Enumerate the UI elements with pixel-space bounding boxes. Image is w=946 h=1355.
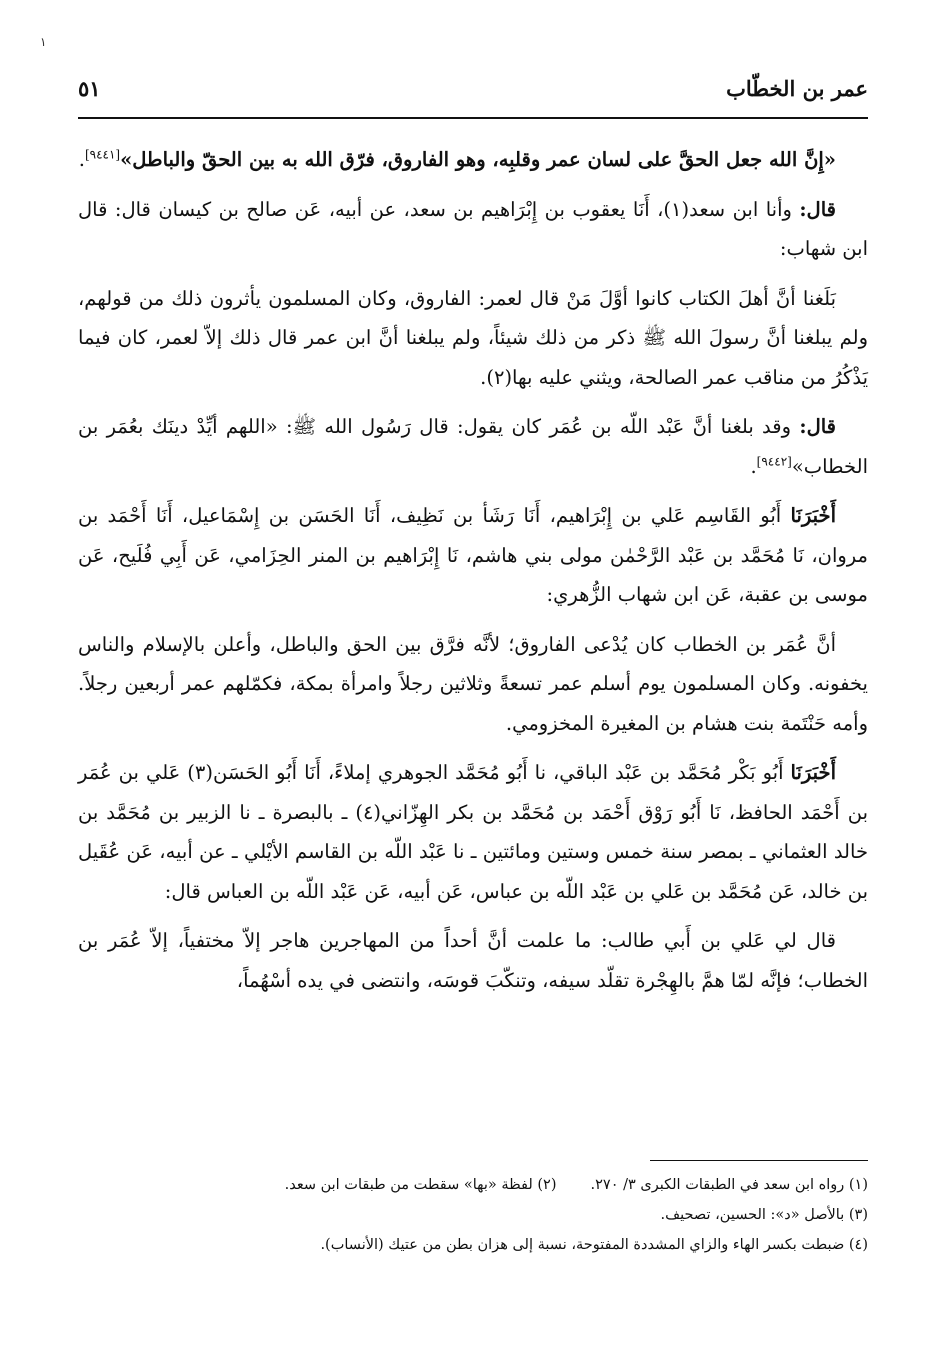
paragraph-text: أَبُو القَاسِم عَلي بن إِبْرَاهيم، أَنَا رَشَأ بن نَظِيف، أَنَا الحَسَن بن إِسْمَاعيل، أَنَا أَحْمَد بن مروان، نَا مُحَمَّد بن عَبْد الرَّحْمٰن مولى بني هاشم، نَا إِبْرَاهيم بن المنر الحِزَامي، عَن أَبِي فُلَيح، عَن موسى بن عقبة، عَن ابن شهاب الزُّهري: xyxy=(78,504,868,606)
footnote-2: (٢) لفظة «بها» سقطت من طبقات ابن سعد. xyxy=(284,1177,557,1193)
footnote-row xyxy=(78,1200,868,1230)
page-header xyxy=(78,76,868,106)
paragraph-text: وأنا ابن سعد(١)، أَنَا يعقوب بن إِبْرَاهيم بن سعد، عن أبيه، عَن صالح بن كيسان قال: قال ابن شهاب: xyxy=(78,197,868,260)
paragraph-tail: . xyxy=(750,454,757,478)
footnote-row xyxy=(78,1170,868,1200)
paragraph-lead: قال: xyxy=(799,197,836,221)
footnote-3: (٣) بالأصل «د»: الحسين، تصحيف. xyxy=(660,1207,868,1223)
paragraph-text: بَلَغنا أنَّ أهلَ الكتاب كانوا أوَّلَ مَنْ قال لعمر: الفاروق، وكان المسلمون يأثرون ذلك من قولهم، ولم يبلغنا أنَّ رسولَ الله ﷺ ذكر من ذلك شيئاً، ولم يبلغنا أنَّ ابن عمر قال ذلك إلاّ لعمر، كان فيما يَذْكُرُ من مناقب عمر الصالحة، ويثني عليه بها(٢). xyxy=(78,286,868,389)
paragraph-text: أنَّ عُمَر بن الخطاب كان يُدْعى الفاروق؛ لأنَّه فرَّق بين الحق والباطل، وأعلن بالإسلام والناس يخفونه. وكان المسلمون يوم أسلم عمر تسعةً وثلاثين رجلاً وامرأة بمكة، فكمّلهم عمر أربعين رجلاً. وأمه حَنْتَمة بنت هشام بن المغيرة المخزومي. xyxy=(78,632,868,735)
corner-mark: ١ xyxy=(40,35,47,49)
paragraph-text: أَبُو بَكْر مُحَمَّد بن عَبْد الباقي، نا أَبُو مُحَمَّد الجوهري إملاءً، أَنَا أَبُو الحَسَن(٣) عَلي بن عُمَر بن أَحْمَد الحافظ، نَا أَبُو رَوْق أَحْمَد بن مُحَمَّد بن بكر الهِزّاني(٤) ـ بالبصرة ـ نا الزبير بن مُحَمَّد بن خالد العثماني ـ بمصر سنة خمس وستين ومائتين ـ نا عَبْد اللّه بن القاسم الأيْلي ـ عن أبيه، عَن عُقَيل بن خالد، عَن مُحَمَّد بن عَلي بن عَبْد اللّه بن عباس، عَن أبيه، عَن عَبْد اللّه بن العباس قال: xyxy=(78,761,868,903)
paragraph-6 xyxy=(78,625,868,744)
footnote-4: (٤) ضبطت بكسر الهاء والزاي المشددة المفتوحة، نسبة إلى هزان بطن من عتيك (الأنساب). xyxy=(320,1237,868,1253)
running-title: عمر بن الخطّاب xyxy=(726,76,868,101)
paragraph-2 xyxy=(78,190,868,269)
paragraph-text: قال لي عَلي بن أَبي طالب: ما علمت أنَّ أحداً من المهاجرين هاجر إلاّ مختفياً، إلاّ عُمَر بن الخطاب؛ فإنَّه لمّا همَّ بالهِجْرة تقلّد سيفه، وتنكّبَ قوسَه، وانتضى في يده أسْهُماً، xyxy=(78,929,868,992)
footnote-row xyxy=(78,1230,868,1260)
paragraph-5 xyxy=(78,496,868,615)
paragraph-4 xyxy=(78,407,868,486)
header-divider xyxy=(78,117,868,119)
paragraph-lead: أَخْبَرَنَا xyxy=(790,761,836,784)
paragraph-text: وقد بلغنا أنَّ عَبْد اللّه بن عُمَر كان يقول: قال رَسُول الله ﷺ: «اللهم أيِّدْ دينَك بعُمَر بن الخطاب» xyxy=(78,415,868,478)
paragraph-lead: قال: xyxy=(799,415,837,438)
hadith-quote: «إِنَّ الله جعل الحقَّ على لسان عمر وقلبِه، وهو الفاروق، فرّق الله به بين الحقّ والباطل» xyxy=(120,148,836,171)
hadith-number: [٩٤٤٢] xyxy=(756,454,792,468)
paragraph-7 xyxy=(78,753,868,911)
main-text xyxy=(78,140,868,1010)
hadith-number: [٩٤٤١] xyxy=(84,147,121,162)
page-number: ٥١ xyxy=(78,76,101,101)
paragraph-tail: . xyxy=(78,148,85,171)
footnote-divider xyxy=(650,1160,868,1161)
footnote-1: (١) رواه ابن سعد في الطبقات الكبرى ٣/ ٢٧٠. xyxy=(590,1177,868,1193)
paragraph-lead: أَخْبَرَنَا xyxy=(790,504,836,527)
paragraph-1 xyxy=(78,140,868,180)
footnotes xyxy=(78,1170,868,1260)
paragraph-8 xyxy=(78,921,868,1000)
paragraph-3 xyxy=(78,279,868,398)
